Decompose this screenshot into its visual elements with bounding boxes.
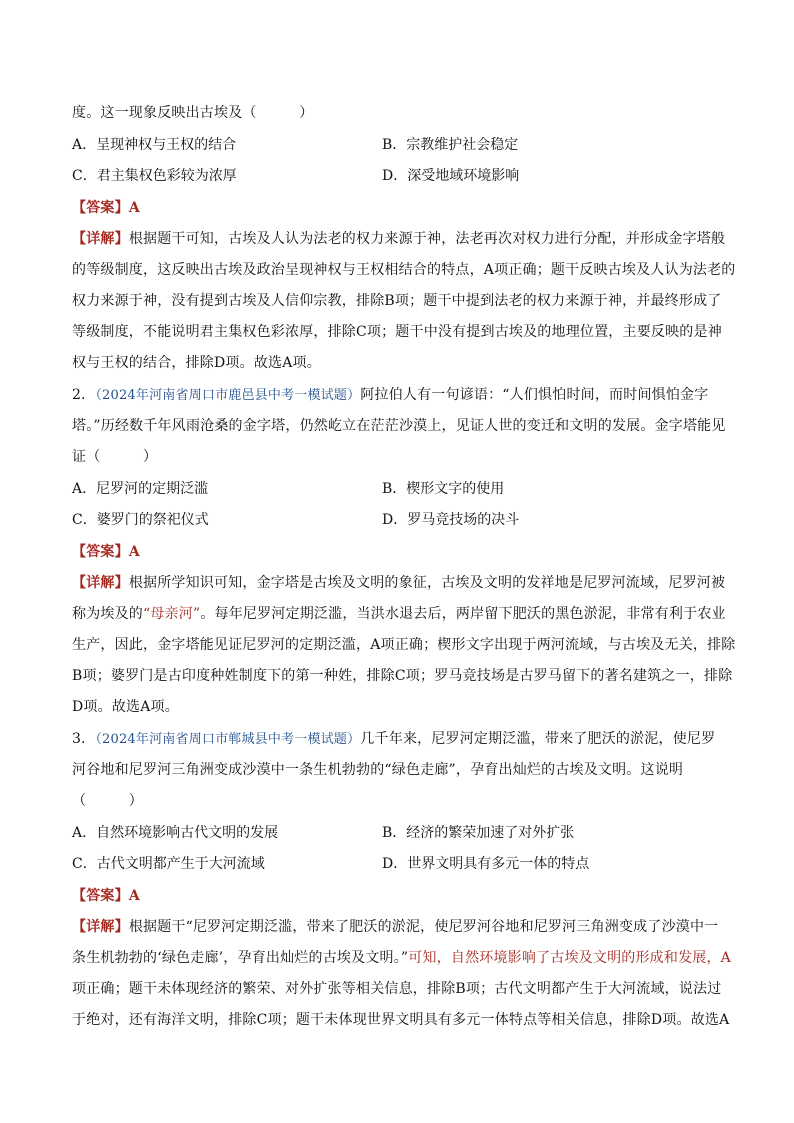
detail-tag: 【详解】 [72, 575, 129, 591]
highlight-quote: “母亲河” [143, 606, 201, 622]
detail-text: 。每年尼罗河定期泛滥，当洪水退去后，两岸留下肥沃的黑色淤泥，非常有利于农业 [200, 606, 726, 622]
q1-stem-end: 度。这一现象反映出古埃及（ ） [72, 105, 314, 121]
q2-detail-line: D项。故选A项。 [72, 699, 179, 715]
q2-detail-line: B项；婆罗门是古印度种姓制度下的第一种姓，排除C项；罗马竞技场是古罗马留下的著名建筑之一，排除 [72, 668, 733, 684]
answer-value: A [128, 544, 140, 560]
stem-text: 几千年来，尼罗河定期泛滥，带来了肥沃的淤泥，使尼罗 [360, 731, 716, 747]
q3-stem-line: （ ） [72, 793, 143, 809]
q3-option-c: C．古代文明都产生于大河流域 [72, 856, 265, 872]
detail-text: 称为埃及的 [72, 606, 143, 622]
q3-option-a: A．自然环境影响古代文明的发展 [72, 825, 279, 841]
q2-stem-line: 证（ ） [72, 449, 158, 465]
q1-detail-line: 权力来源于神，没有提到古埃及人信仰宗教，排除B项；题干中提到法老的权力来源于神，并最终形成了 [72, 293, 722, 309]
q1-detail-line [72, 230, 732, 248]
question-number: 3． [72, 731, 96, 747]
q3-stem-line [72, 730, 732, 749]
question-source: （2024年河南省周口市鹿邑县中考一模试题） [95, 388, 361, 403]
detail-text: 根据所学知识可知，金字塔是古埃及文明的象征，古埃及文明的发祥地是尼罗河流域，尼罗河被 [128, 575, 726, 591]
q1-detail-line: 等级制度，不能说明君主集权色彩浓厚，排除C项；题干中没有提到古埃及的地理位置，主要反映的是神 [72, 324, 722, 340]
answer-tag: 【答案】 [72, 200, 129, 216]
q3-option-b: B．经济的繁荣加速了对外扩张 [382, 825, 575, 841]
q1-option-d: D．深受地域环境影响 [382, 168, 520, 184]
q2-detail-line [72, 605, 732, 623]
q2-option-a: A．尼罗河的定期泛滥 [72, 481, 209, 497]
detail-tag: 【详解】 [72, 919, 129, 935]
q3-detail-line [72, 949, 732, 967]
detail-text: A [720, 950, 731, 966]
q2-stem-line [72, 386, 732, 405]
q1-answer [72, 199, 732, 217]
q3-detail-line: 于绝对，还有海洋文明，排除C项；题干未体现世界文明具有多元一体特点等相关信息，排除D项。故选A [72, 1012, 730, 1028]
detail-text: 根据题干可知，古埃及人认为法老的权力来源于神，法老再次对权力进行分配，并形成金字塔般 [128, 231, 726, 247]
answer-value: A [128, 888, 140, 904]
answer-value: A [128, 200, 140, 216]
q3-stem-line: 河谷地和尼罗河三角洲变成沙漠中一条生机勃勃的“绿色走廊”，孕育出灿烂的古埃及文明。这说明 [72, 762, 684, 778]
q3-option-d: D．世界文明具有多元一体的特点 [382, 856, 590, 872]
q2-option-c: C．婆罗门的祭祀仪式 [72, 512, 209, 528]
detail-text: 根据题干“尼罗河定期泛滥，带来了肥沃的淤泥，使尼罗河谷地和尼罗河三角洲变成了沙漠中一 [128, 919, 719, 935]
q1-option-a: A．呈现神权与王权的结合 [72, 137, 237, 153]
q2-option-b: B．楔形文字的使用 [382, 481, 505, 497]
q3-answer [72, 887, 732, 905]
q1-detail-line: 权与王权的结合，排除D项。故选A项。 [72, 355, 321, 371]
q1-detail-line: 的等级制度，这反映出古埃及政治呈现神权与王权相结合的特点，A项正确；题干反映古埃及人认为法老的 [72, 262, 736, 278]
q2-answer [72, 543, 732, 561]
answer-tag: 【答案】 [72, 544, 129, 560]
q2-stem-line: 塔。”历经数千年风雨沧桑的金字塔，仍然屹立在茫茫沙漠上，见证人世的变迁和文明的发展。金字塔能见 [72, 418, 726, 434]
question-source: （2024年河南省周口市郸城县中考一模试题） [95, 732, 361, 747]
q2-option-d: D．罗马竞技场的决斗 [382, 512, 520, 528]
question-number: 2． [72, 387, 96, 403]
q2-detail-line [72, 574, 732, 592]
detail-text: 条生机勃勃的‘绿色走廊’，孕育出灿烂的古埃及文明。” [72, 950, 409, 966]
q2-detail-line: 生产，因此，金字塔能见证尼罗河的定期泛滥，A项正确；楔形文字出现于两河流域，与古埃及无关，排除 [72, 637, 736, 653]
q1-option-b: B．宗教维护社会稳定 [382, 137, 519, 153]
q1-option-c: C．君主集权色彩较为浓厚 [72, 168, 237, 184]
q3-detail-line: 项正确；题干未体现经济的繁荣、对外扩张等相关信息，排除B项；古代文明都产生于大河流域，说法过 [72, 981, 722, 997]
stem-text: 阿拉伯人有一句谚语：“人们惧怕时间，而时间惧怕金字 [360, 387, 709, 403]
answer-tag: 【答案】 [72, 888, 129, 904]
q3-detail-line [72, 918, 732, 936]
highlight-quote: 可知，自然环境影响了古埃及文明的形成和发展， [408, 950, 721, 966]
detail-tag: 【详解】 [72, 231, 129, 247]
